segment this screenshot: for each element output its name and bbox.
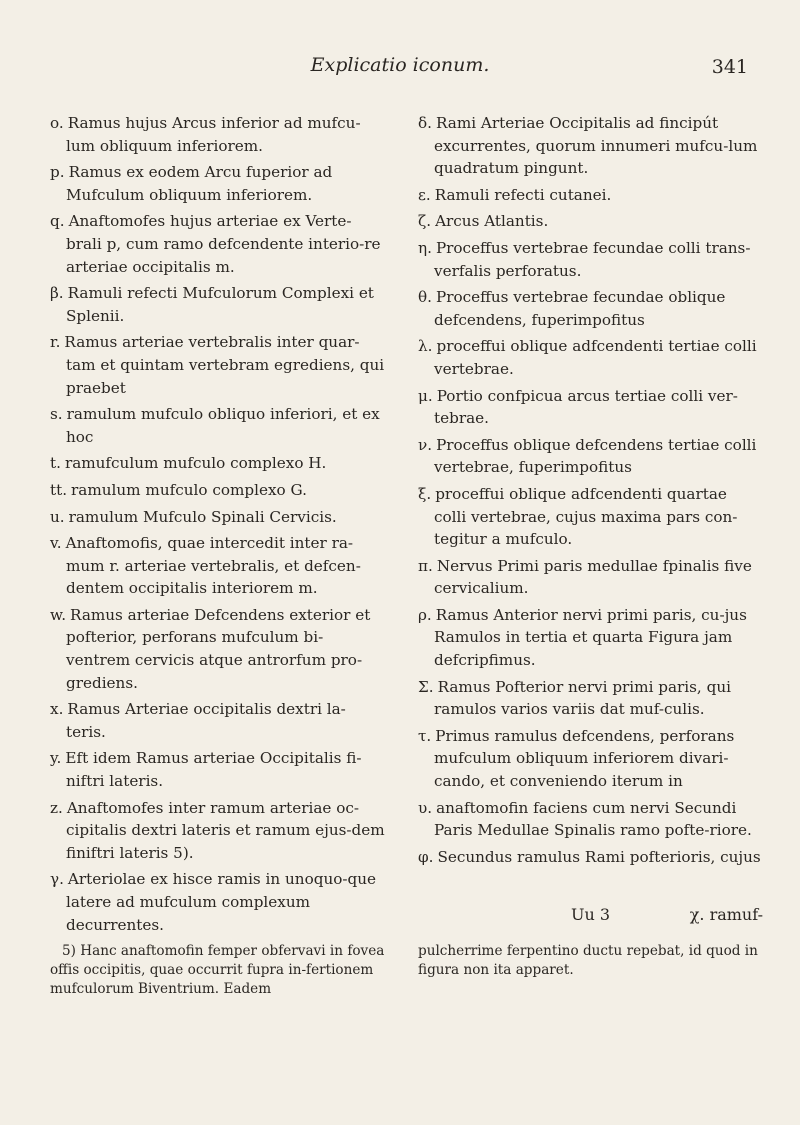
entry-text: Ramuli refecti cutanei.: [434, 185, 612, 204]
legend-entry: [418, 210, 763, 233]
entry-label: δ.: [418, 114, 432, 132]
entry-text: ramulum mufculo complexo G.: [71, 480, 307, 499]
entry-label: ρ.: [418, 605, 432, 624]
footnote-left: 5) Hanc anaftomofin femper obfervavi in fovea offis occipitis, quae occurrit fupra in-fertionem mufculorum Biventrium. Eadem: [50, 943, 385, 997]
entry-label: v.: [50, 534, 62, 553]
entry-text: Ramus ex eodem Arcu fuperior ad Mufculum obliquum inferiorem.: [66, 163, 333, 204]
legend-entry: [418, 483, 763, 551]
legend-entry: [418, 335, 763, 380]
page-number: 341: [711, 56, 748, 78]
entry-text: Secundus ramulus Rami pofterioris, cujus: [437, 847, 761, 866]
entry-label: y.: [50, 749, 62, 768]
entry-text: Portio confpicua arcus tertiae colli ver-tebrae.: [434, 386, 738, 428]
entry-text: Ramus arteriae Defcendens exterior et pofterior, perforans mufculum bi-ventrem cervicis atque antrorfum pro-grediens.: [66, 605, 371, 692]
entry-text: Ramus Anterior nervi primi paris, cu-jus Ramulos in tertia et quarta Figura jam defcripfimus.: [434, 605, 747, 670]
entry-label: ν.: [418, 435, 433, 454]
entry-label: z.: [50, 798, 63, 817]
entry-label: μ.: [418, 386, 433, 405]
legend-entry: [50, 698, 385, 743]
legend-entry: [418, 676, 763, 721]
entry-text: ramulum Mufculo Spinali Cervicis.: [68, 507, 337, 526]
entry-label: o.: [50, 114, 64, 132]
entry-text: Arteriolae ex hisce ramis in unoquo-que latere ad mufculum complexum decurrentes.: [66, 870, 376, 934]
entry-text: Anaftomofis, quae intercedit inter ra-mum r. arteriae vertebralis, et defcen-dentem occipitalis interiorem m.: [65, 534, 361, 598]
entry-text: Nervus Primi paris medullae fpinalis five cervicalium.: [434, 556, 752, 598]
entry-label: w.: [50, 605, 67, 624]
entry-text: Arcus Atlantis.: [435, 212, 549, 231]
right-column: [418, 112, 763, 872]
signature-line: [418, 905, 763, 931]
entry-text: Ramus Arteriae occipitalis dextri la-teris.: [66, 700, 346, 741]
footnote-right: pulcherrime ferpentino ductu repebat, id quod in figura non ita apparet.: [418, 943, 758, 978]
legend-entry: [418, 604, 763, 672]
entry-label: υ.: [418, 798, 433, 817]
entry-label: u.: [50, 507, 65, 526]
entry-label: τ.: [418, 726, 432, 745]
entry-text: Eft idem Ramus arteriae Occipitalis fi-niftri lateris.: [65, 749, 362, 791]
legend-entry: [418, 286, 763, 331]
entry-label: t.: [50, 454, 61, 473]
legend-entry: [50, 452, 385, 475]
legend-entry: [50, 868, 385, 936]
catchword: χ. ramuf-: [689, 905, 763, 924]
legend-entry: [50, 112, 385, 157]
legend-entry: [418, 237, 763, 282]
legend-entry: [418, 846, 763, 869]
entry-text: Primus ramulus defcendens, perforans mufculum obliquum inferiorem divari-cando, et conveniendo iterum in: [434, 726, 735, 791]
legend-entry: [418, 434, 763, 479]
entry-label: θ.: [418, 288, 432, 307]
entry-label: s.: [50, 405, 63, 424]
entry-label: π.: [418, 556, 433, 575]
entry-text: Ramus arteriae vertebralis inter quar-tam et quintam vertebram egrediens, qui praebet: [64, 333, 385, 397]
entry-text: ramufculum mufculo complexo H.: [64, 454, 327, 473]
legend-entry: [50, 797, 385, 865]
entry-text: Ramuli refecti Mufculorum Complexi et Splenii.: [66, 284, 374, 325]
entry-label: ε.: [418, 185, 431, 204]
entry-label: r.: [50, 333, 61, 352]
legend-entry: [418, 725, 763, 793]
entry-text: proceffui oblique adfcendenti tertiae colli vertebrae.: [434, 337, 757, 378]
entry-text: Rami Arteriae Occipitalis ad fincipút excurrentes, quorum innumeri mufcu-lum quadratum pingunt.: [434, 114, 758, 178]
entry-label: q.: [50, 212, 65, 231]
legend-entry: [418, 555, 763, 600]
legend-entry: [50, 604, 385, 694]
legend-entry: [418, 184, 763, 207]
entry-text: Proceffus vertebrae fecundae oblique defcendens, fuperimpofitus: [434, 288, 726, 329]
entry-label: β.: [50, 284, 64, 303]
legend-entry: [50, 282, 385, 327]
legend-entry: [50, 331, 385, 399]
entry-text: proceffui oblique adfcendenti quartae colli vertebrae, cujus maxima pars con-tegitur a mufculo.: [434, 484, 738, 549]
running-title: Explicatio iconum.: [310, 54, 490, 76]
left-column: [50, 112, 385, 940]
entry-label: ζ.: [418, 212, 432, 231]
entry-text: Anaftomofes hujus arteriae ex Verte-brali p, cum ramo defcendente interio-re arteriae occipitalis m.: [66, 212, 381, 276]
entry-text: Proceffus oblique defcendens tertiae colli vertebrae, fuperimpofitus: [434, 435, 757, 477]
entry-label: φ.: [418, 847, 434, 866]
legend-entry: [50, 403, 385, 448]
entry-label: x.: [50, 700, 64, 719]
entry-label: Σ.: [418, 677, 434, 696]
legend-entry: [50, 532, 385, 600]
entry-label: λ.: [418, 337, 433, 356]
entry-label: ξ.: [418, 484, 432, 503]
entry-label: γ.: [50, 870, 64, 889]
legend-entry: [50, 506, 385, 529]
running-head: [0, 54, 800, 84]
legend-entry: [50, 747, 385, 792]
entry-text: Ramus Pofterior nervi primi paris, qui ramulos varios variis dat muf-culis.: [434, 677, 731, 719]
entry-text: ramulum mufculo obliquo inferiori, et ex hoc: [66, 405, 380, 446]
legend-entry: [50, 161, 385, 206]
entry-text: anaftomofin faciens cum nervi Secundi Paris Medullae Spinalis ramo pofte-riore.: [434, 798, 752, 840]
signature-mark: Uu 3: [570, 905, 611, 924]
legend-entry: [418, 112, 763, 180]
entry-label: p.: [50, 163, 65, 182]
entry-text: Anaftomofes inter ramum arteriae oc-cipitalis dextri lateris et ramum ejus-dem finiftri lateris 5).: [66, 798, 385, 862]
legend-entry: [418, 385, 763, 430]
legend-entry: [50, 210, 385, 278]
entry-label: η.: [418, 238, 432, 257]
entry-label: tt.: [50, 480, 68, 499]
entry-text: Proceffus vertebrae fecundae colli trans-verfalis perforatus.: [434, 238, 751, 280]
legend-entry: [50, 479, 385, 502]
legend-entry: [418, 797, 763, 842]
entry-text: Ramus hujus Arcus inferior ad mufcu-lum obliquum inferiorem.: [66, 114, 361, 155]
